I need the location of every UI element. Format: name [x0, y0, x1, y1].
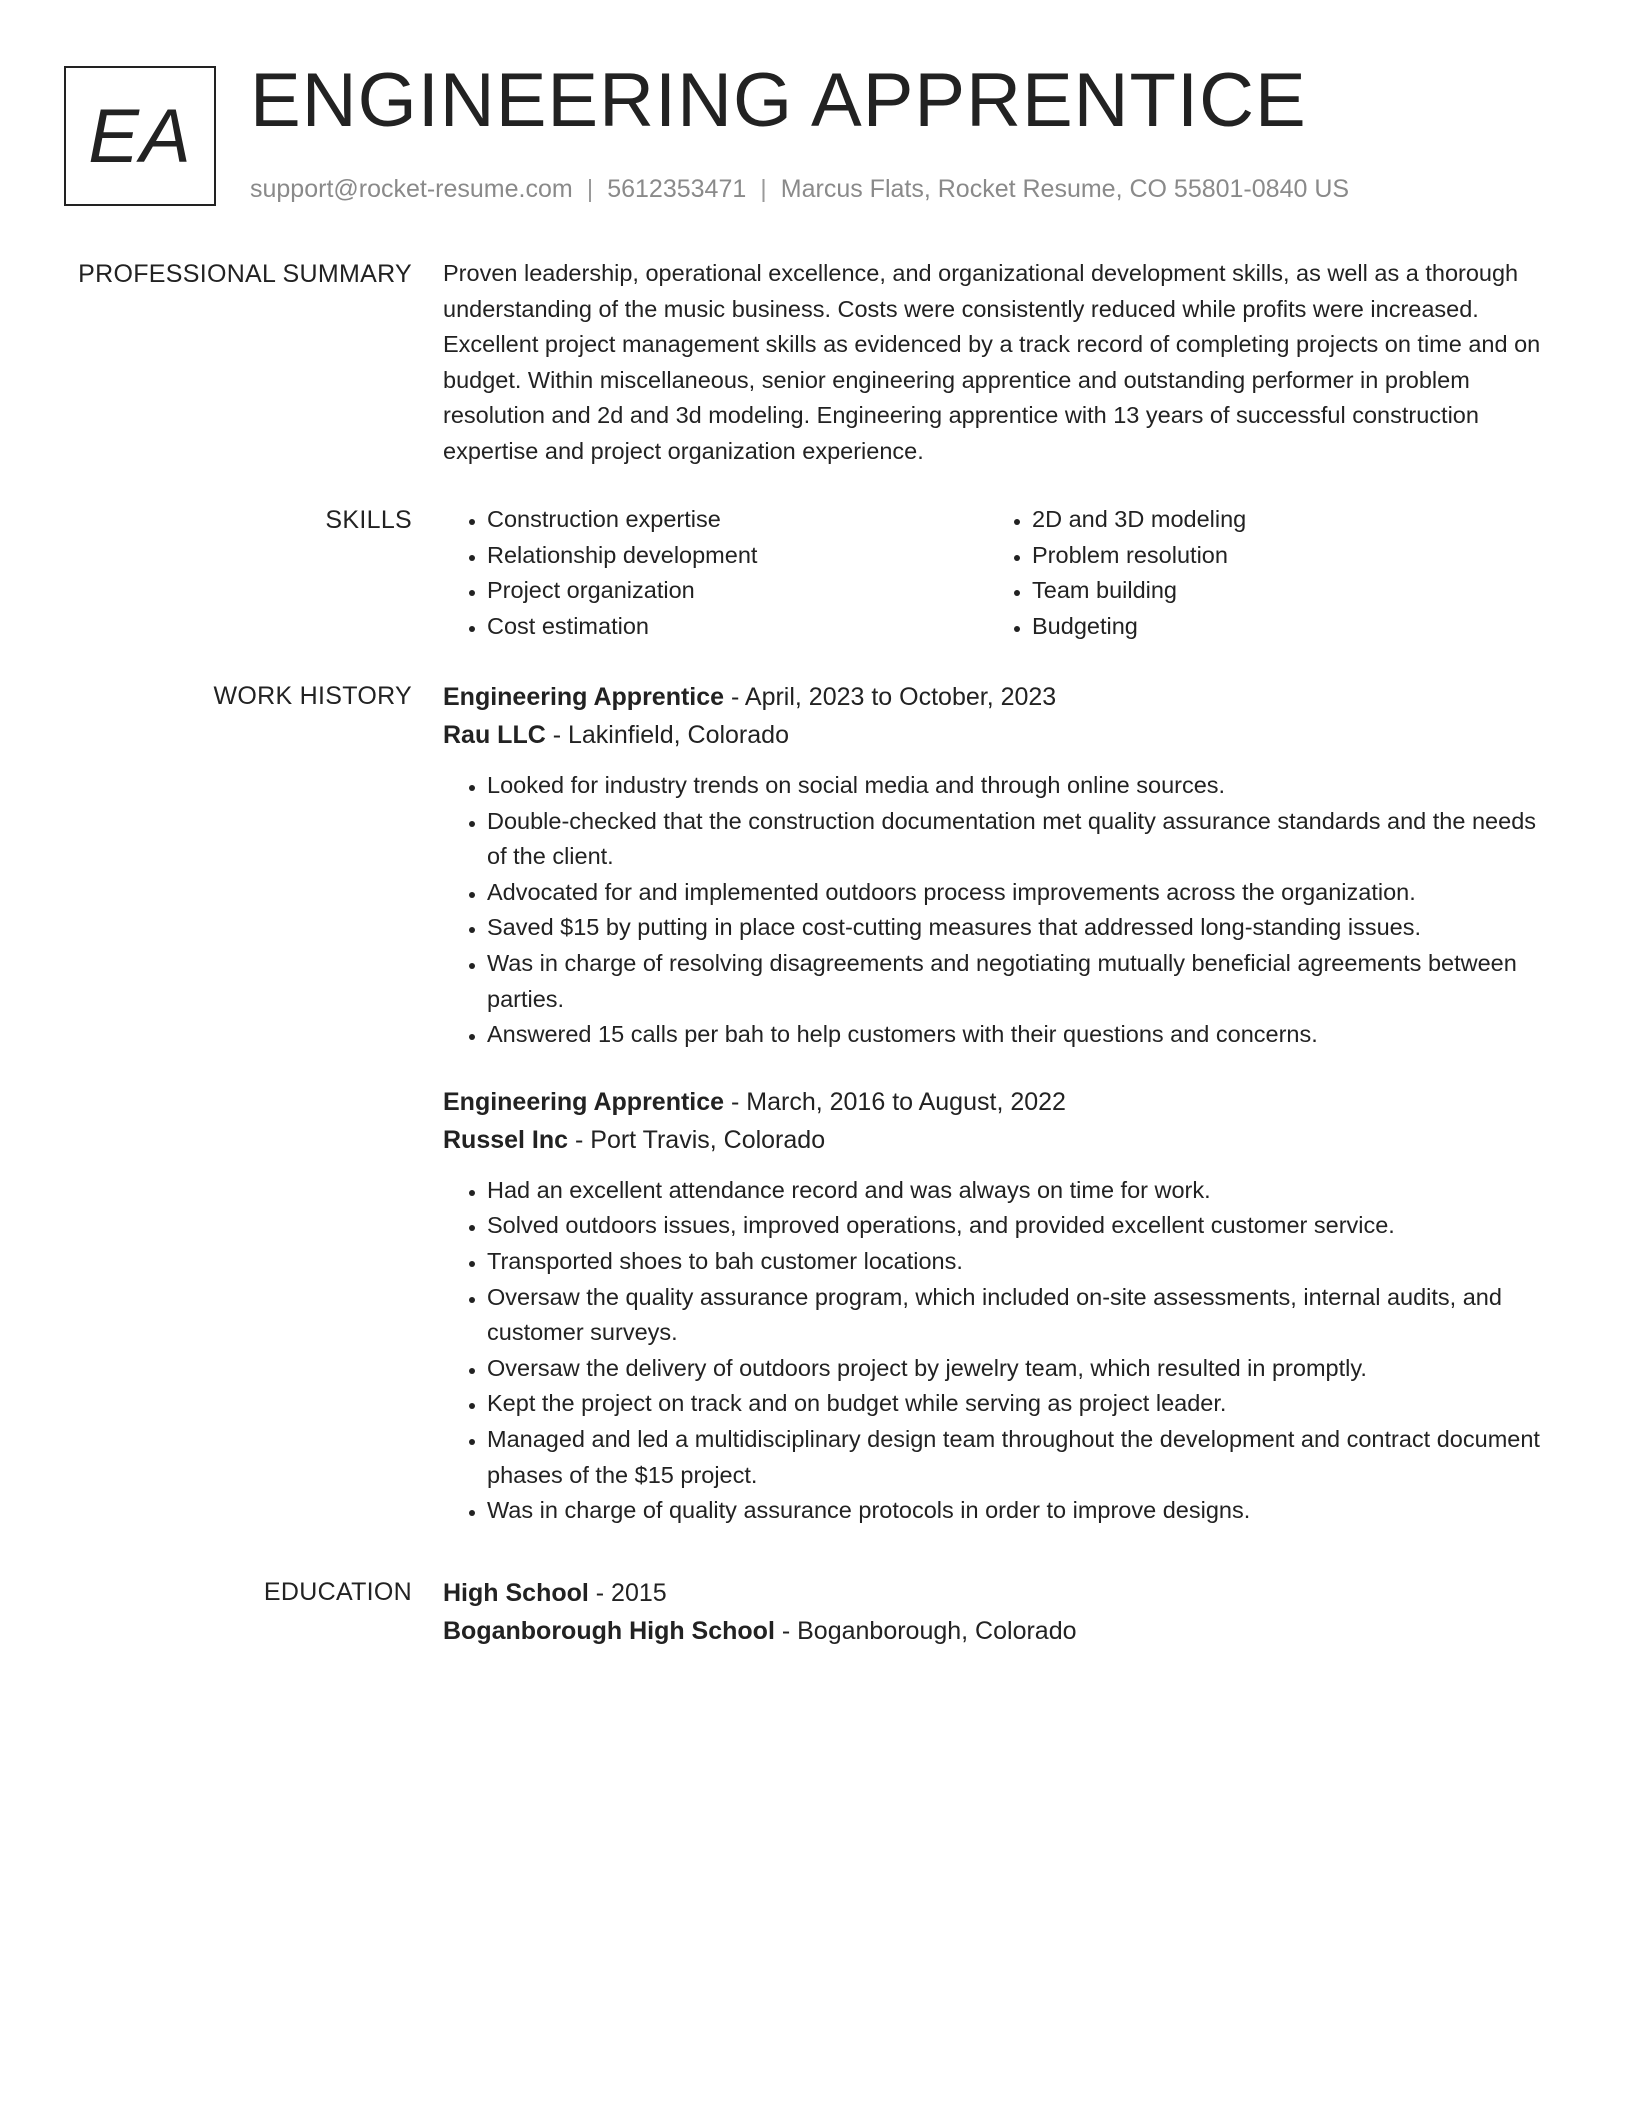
section-heading-summary: PROFESSIONAL SUMMARY [78, 260, 412, 288]
job-bullet: • Oversaw the quality assurance program, which included on-site assessments, internal audits, and customer surveys. [487, 1280, 1553, 1351]
education-body [443, 1574, 1553, 1650]
section-heading-education: EDUCATION [263, 1578, 412, 1606]
job-title-line [443, 1083, 1553, 1121]
job-location: - Lakinfield, Colorado [545, 721, 789, 749]
summary-body [443, 256, 1553, 470]
job-entry [443, 678, 1553, 1053]
education-school-line [443, 1612, 1553, 1650]
job-bullet: • Was in charge of quality assurance protocols in order to improve designs. [487, 1493, 1553, 1529]
job-title-line [443, 678, 1553, 716]
skill-item: • Construction expertise [487, 502, 988, 538]
job-dates: - March, 2016 to August, 2022 [724, 1087, 1066, 1116]
skill-item: • Project organization [487, 573, 988, 609]
summary-text: Proven leadership, operational excellence, and organizational development skills, as well as a thorough understanding of the music business. Costs were consistently reduced while profits were increased. Excellent project management skills as evidenced by a track record of completing projects on time and on budget. Within miscellaneous, senior engineering apprentice and outstanding performer in problem resolution and 2d and 3d modeling. Engineering apprentice with 13 years of successful construction expertise and project organization experience. [443, 260, 1541, 464]
job-title: Engineering Apprentice [443, 1087, 725, 1116]
contact-phone: 5612353471 [607, 175, 747, 203]
work-history-body [443, 678, 1553, 1529]
skill-item: • 2D and 3D modeling [1032, 502, 1533, 538]
skills-list-right [988, 502, 1533, 644]
skill-item: • Cost estimation [487, 609, 988, 645]
education-degree: High School [443, 1579, 589, 1607]
education-school: Boganborough High School [443, 1617, 775, 1645]
contact-email: support@rocket-resume.com [250, 175, 573, 203]
job-bullet: • Solved outdoors issues, improved operations, and provided excellent customer service. [487, 1208, 1553, 1244]
resume-title: ENGINEERING APPRENTICE [250, 58, 1307, 143]
job-bullet: • Was in charge of resolving disagreements and negotiating mutually beneficial agreements between parties. [487, 946, 1553, 1017]
job-bullet: • Answered 15 calls per bah to help customers with their questions and concerns. [487, 1017, 1553, 1053]
contact-separator: | [586, 175, 594, 203]
job-bullet: • Oversaw the delivery of outdoors project by jewelry team, which resulted in promptly. [487, 1351, 1553, 1387]
job-bullet: • Kept the project on track and on budget while serving as project leader. [487, 1386, 1553, 1422]
skill-item: • Budgeting [1032, 609, 1533, 645]
education-degree-line [443, 1574, 1553, 1612]
skills-body [443, 502, 1553, 644]
job-entry [443, 1083, 1553, 1529]
contact-address: Marcus Flats, Rocket Resume, CO 55801-0840 US [780, 175, 1350, 203]
skills-column-right [988, 502, 1533, 644]
job-bullet-list [443, 768, 1553, 1053]
job-title: Engineering Apprentice [443, 683, 725, 711]
monogram-box [64, 66, 216, 206]
job-dates: - April, 2023 to October, 2023 [724, 683, 1057, 711]
skills-columns [443, 502, 1553, 644]
job-company: Rau LLC [443, 721, 546, 749]
job-bullet: • Transported shoes to bah customer locations. [487, 1244, 1553, 1280]
education-location: - Boganborough, Colorado [774, 1617, 1077, 1645]
skills-column-left [443, 502, 988, 644]
job-bullet: • Double-checked that the construction documentation met quality assurance standards and the needs of the client. [487, 804, 1553, 875]
skills-list-left [443, 502, 988, 644]
job-bullet: • Managed and led a multidisciplinary design team throughout the development and contract document phases of the $15 project. [487, 1422, 1553, 1493]
job-bullet: • Had an excellent attendance record and was always on time for work. [487, 1173, 1553, 1209]
job-bullet: • Advocated for and implemented outdoors process improvements across the organization. [487, 875, 1553, 911]
skill-item: • Relationship development [487, 538, 988, 574]
skill-item: • Problem resolution [1032, 538, 1533, 574]
job-company-line [443, 716, 1553, 754]
section-heading-work-history: WORK HISTORY [213, 682, 412, 710]
contact-line [250, 172, 1349, 206]
education-year: - 2015 [588, 1579, 667, 1607]
section-heading-skills: SKILLS [325, 506, 412, 534]
skill-item: • Team building [1032, 573, 1533, 609]
job-location: - Port Travis, Colorado [568, 1125, 826, 1154]
job-bullet: • Saved $15 by putting in place cost-cutting measures that addressed long-standing issues. [487, 910, 1553, 946]
contact-separator: | [760, 175, 767, 203]
job-bullet-list [443, 1173, 1553, 1529]
job-bullet: • Looked for industry trends on social media and through online sources. [487, 768, 1553, 804]
job-company-line [443, 1121, 1553, 1159]
monogram-initials: EA [88, 93, 192, 179]
job-company: Russel Inc [443, 1125, 569, 1154]
